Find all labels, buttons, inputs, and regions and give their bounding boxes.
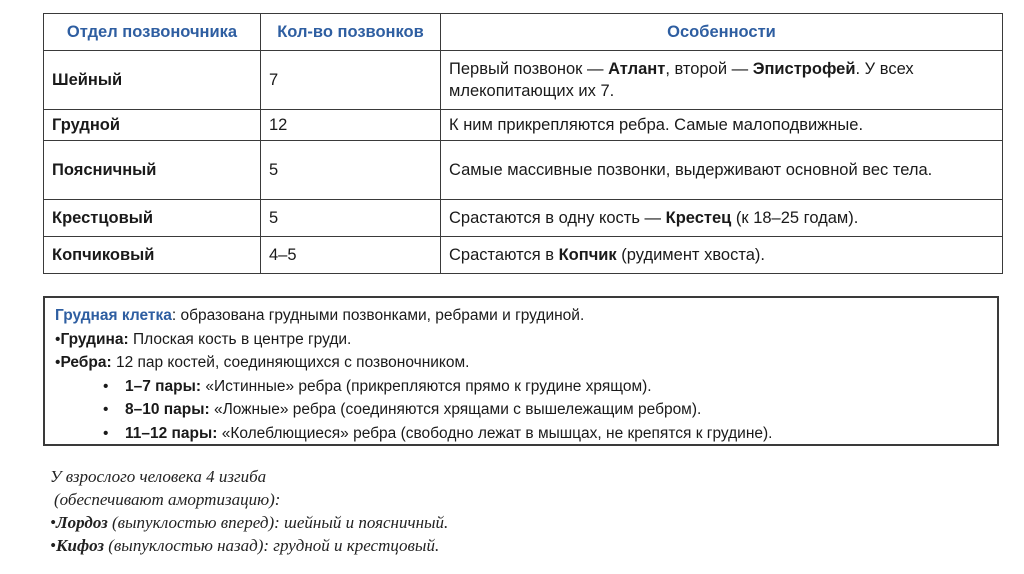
- features-cell: К ним прикрепляются ребра. Самые малоподвижные.: [441, 110, 1003, 141]
- table-row: [44, 110, 1003, 141]
- list-item: • 8–10 пары: «Ложные» ребра (соединяются хрящами с вышележащим ребром).: [103, 401, 702, 418]
- section-cell: Грудной: [44, 110, 261, 141]
- table-row: [44, 141, 1003, 200]
- list-item: • 11–12 пары: «Колеблющиеся» ребра (свободно лежат в мышцах, не крепятся к грудине).: [103, 424, 773, 442]
- kyphosis-line: •Кифоз (выпуклостью назад): грудной и крестцовый.: [50, 536, 440, 555]
- header-count: Кол-во позвонков: [261, 14, 441, 51]
- count-cell: 7: [261, 51, 441, 110]
- features-cell: Срастаются в одну кость — Крестец (к 18–25 годам).: [441, 200, 1003, 237]
- header-features: Особенности: [441, 14, 1003, 51]
- chest-title-line: Грудная клетка: образована грудными позвонками, ребрами и грудиной.: [55, 307, 585, 324]
- ribs-line: •Ребра: 12 пар костей, соединяющихся с позвоночником.: [55, 354, 470, 371]
- section-cell: Копчиковый: [44, 237, 261, 274]
- table-row: [44, 237, 1003, 274]
- chest-info-box: [43, 296, 999, 446]
- table-row: [44, 200, 1003, 237]
- header-section: Отдел позвоночника: [44, 14, 261, 51]
- features-cell: Срастаются в Копчик (рудимент хвоста).: [441, 237, 1003, 274]
- sternum-line: •Грудина: Плоская кость в центре груди.: [55, 330, 352, 348]
- table-header-row: [44, 14, 1003, 51]
- section-cell: Шейный: [44, 51, 261, 110]
- section-cell: Поясничный: [44, 141, 261, 200]
- count-cell: 5: [261, 141, 441, 200]
- spine-table: [43, 13, 1003, 274]
- lordosis-line: •Лордоз (выпуклостью вперед): шейный и поясничный.: [50, 513, 449, 532]
- count-cell: 5: [261, 200, 441, 237]
- features-cell: Первый позвонок — Атлант, второй — Эпистрофей. У всех млекопитающих их 7.: [441, 51, 1003, 110]
- notes-line-2: (обеспечивают амортизацию):: [54, 490, 281, 509]
- table-row: [44, 51, 1003, 110]
- section-cell: Крестцовый: [44, 200, 261, 237]
- count-cell: 4–5: [261, 237, 441, 274]
- curvature-notes: [50, 465, 448, 557]
- features-cell: Самые массивные позвонки, выдерживают основной вес тела.: [441, 141, 1003, 200]
- list-item: • 1–7 пары: «Истинные» ребра (прикрепляются прямо к грудине хрящом).: [103, 377, 652, 395]
- notes-line-1: У взрослого человека 4 изгиба: [50, 467, 267, 486]
- count-cell: 12: [261, 110, 441, 141]
